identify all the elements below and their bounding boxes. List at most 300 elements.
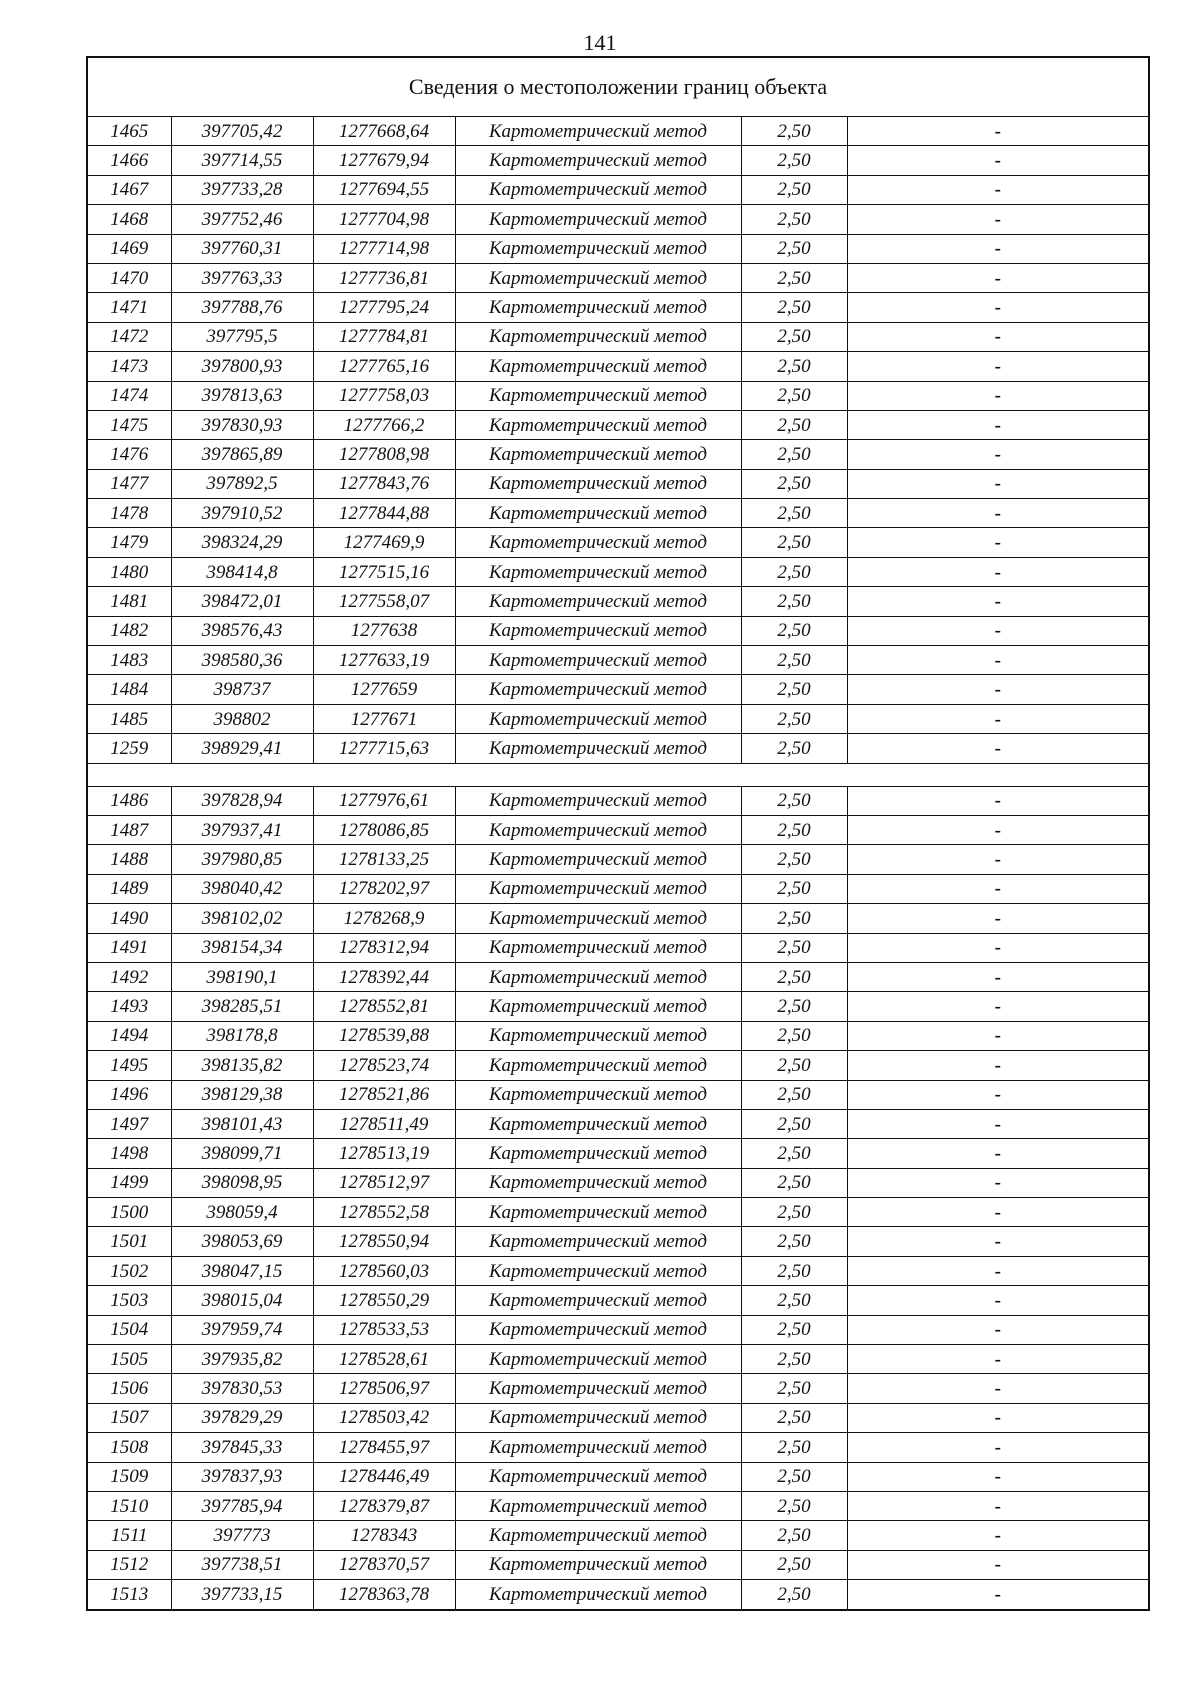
table-row xyxy=(87,1521,1149,1550)
y-coordinate-cell: 1277844,88 xyxy=(313,499,455,528)
y-coordinate-cell: 1277784,81 xyxy=(313,322,455,351)
accuracy-cell: 2,50 xyxy=(741,704,847,733)
description-cell: - xyxy=(847,1462,1149,1491)
x-coordinate-cell: 397705,42 xyxy=(171,117,313,146)
table-row xyxy=(87,704,1149,733)
method-cell: Картометрический метод xyxy=(455,587,741,616)
accuracy-cell: 2,50 xyxy=(741,117,847,146)
x-coordinate-cell: 398472,01 xyxy=(171,587,313,616)
table-row xyxy=(87,734,1149,763)
method-cell: Картометрический метод xyxy=(455,1491,741,1520)
accuracy-cell: 2,50 xyxy=(741,293,847,322)
accuracy-cell: 2,50 xyxy=(741,322,847,351)
description-cell: - xyxy=(847,263,1149,292)
description-cell: - xyxy=(847,1550,1149,1579)
accuracy-cell: 2,50 xyxy=(741,1109,847,1138)
description-cell: - xyxy=(847,1345,1149,1374)
table-row xyxy=(87,1491,1149,1520)
accuracy-cell: 2,50 xyxy=(741,1051,847,1080)
accuracy-cell: 2,50 xyxy=(741,205,847,234)
y-coordinate-cell: 1277736,81 xyxy=(313,263,455,292)
description-cell: - xyxy=(847,440,1149,469)
method-cell: Картометрический метод xyxy=(455,1256,741,1285)
x-coordinate-cell: 397830,93 xyxy=(171,410,313,439)
accuracy-cell: 2,50 xyxy=(741,1433,847,1462)
method-cell: Картометрический метод xyxy=(455,704,741,733)
y-coordinate-cell: 1277704,98 xyxy=(313,205,455,234)
point-number-cell: 1482 xyxy=(87,616,171,645)
accuracy-cell: 2,50 xyxy=(741,1521,847,1550)
accuracy-cell: 2,50 xyxy=(741,528,847,557)
y-coordinate-cell: 1278202,97 xyxy=(313,874,455,903)
point-number-cell: 1477 xyxy=(87,469,171,498)
point-number-cell: 1469 xyxy=(87,234,171,263)
x-coordinate-cell: 398059,4 xyxy=(171,1198,313,1227)
description-cell: - xyxy=(847,410,1149,439)
accuracy-cell: 2,50 xyxy=(741,440,847,469)
accuracy-cell: 2,50 xyxy=(741,1286,847,1315)
method-cell: Картометрический метод xyxy=(455,322,741,351)
point-number-cell: 1486 xyxy=(87,786,171,815)
accuracy-cell: 2,50 xyxy=(741,1550,847,1579)
description-cell: - xyxy=(847,587,1149,616)
accuracy-cell: 2,50 xyxy=(741,962,847,991)
x-coordinate-cell: 398053,69 xyxy=(171,1227,313,1256)
y-coordinate-cell: 1277714,98 xyxy=(313,234,455,263)
table-row xyxy=(87,293,1149,322)
accuracy-cell: 2,50 xyxy=(741,874,847,903)
description-cell: - xyxy=(847,1168,1149,1197)
method-cell: Картометрический метод xyxy=(455,146,741,175)
method-cell: Картометрический метод xyxy=(455,469,741,498)
accuracy-cell: 2,50 xyxy=(741,675,847,704)
point-number-cell: 1474 xyxy=(87,381,171,410)
point-number-cell: 1491 xyxy=(87,933,171,962)
description-cell: - xyxy=(847,469,1149,498)
y-coordinate-cell: 1278521,86 xyxy=(313,1080,455,1109)
x-coordinate-cell: 398099,71 xyxy=(171,1139,313,1168)
method-cell: Картометрический метод xyxy=(455,933,741,962)
method-cell: Картометрический метод xyxy=(455,1139,741,1168)
table-row xyxy=(87,499,1149,528)
point-number-cell: 1468 xyxy=(87,205,171,234)
table-title: Сведения о местоположении границ объекта xyxy=(87,57,1149,117)
accuracy-cell: 2,50 xyxy=(741,1021,847,1050)
description-cell: - xyxy=(847,293,1149,322)
y-coordinate-cell: 1277668,64 xyxy=(313,117,455,146)
description-cell: - xyxy=(847,175,1149,204)
x-coordinate-cell: 398414,8 xyxy=(171,557,313,586)
method-cell: Картометрический метод xyxy=(455,1580,741,1610)
method-cell: Картометрический метод xyxy=(455,528,741,557)
x-coordinate-cell: 398576,43 xyxy=(171,616,313,645)
y-coordinate-cell: 1278455,97 xyxy=(313,1433,455,1462)
x-coordinate-cell: 398285,51 xyxy=(171,992,313,1021)
x-coordinate-cell: 398102,02 xyxy=(171,904,313,933)
description-cell: - xyxy=(847,616,1149,645)
description-cell: - xyxy=(847,815,1149,844)
x-coordinate-cell: 397795,5 xyxy=(171,322,313,351)
x-coordinate-cell: 398135,82 xyxy=(171,1051,313,1080)
table-row xyxy=(87,1227,1149,1256)
page-number: 141 xyxy=(583,30,617,55)
method-cell: Картометрический метод xyxy=(455,175,741,204)
method-cell: Картометрический метод xyxy=(455,1051,741,1080)
method-cell: Картометрический метод xyxy=(455,410,741,439)
accuracy-cell: 2,50 xyxy=(741,616,847,645)
accuracy-cell: 2,50 xyxy=(741,734,847,763)
description-cell: - xyxy=(847,557,1149,586)
y-coordinate-cell: 1278503,42 xyxy=(313,1403,455,1432)
y-coordinate-cell: 1277638 xyxy=(313,616,455,645)
method-cell: Картометрический метод xyxy=(455,1374,741,1403)
accuracy-cell: 2,50 xyxy=(741,815,847,844)
table-row xyxy=(87,1051,1149,1080)
x-coordinate-cell: 398737 xyxy=(171,675,313,704)
method-cell: Картометрический метод xyxy=(455,1521,741,1550)
accuracy-cell: 2,50 xyxy=(741,263,847,292)
y-coordinate-cell: 1278552,81 xyxy=(313,992,455,1021)
table-row xyxy=(87,992,1149,1021)
method-cell: Картометрический метод xyxy=(455,1550,741,1579)
point-number-cell: 1470 xyxy=(87,263,171,292)
description-cell: - xyxy=(847,1198,1149,1227)
method-cell: Картометрический метод xyxy=(455,904,741,933)
table-row xyxy=(87,1462,1149,1491)
method-cell: Картометрический метод xyxy=(455,205,741,234)
point-number-cell: 1481 xyxy=(87,587,171,616)
x-coordinate-cell: 397733,28 xyxy=(171,175,313,204)
point-number-cell: 1472 xyxy=(87,322,171,351)
description-cell: - xyxy=(847,1080,1149,1109)
description-cell: - xyxy=(847,933,1149,962)
y-coordinate-cell: 1278552,58 xyxy=(313,1198,455,1227)
y-coordinate-cell: 1277515,16 xyxy=(313,557,455,586)
y-coordinate-cell: 1278550,94 xyxy=(313,1227,455,1256)
accuracy-cell: 2,50 xyxy=(741,1580,847,1610)
table-row xyxy=(87,1345,1149,1374)
x-coordinate-cell: 397714,55 xyxy=(171,146,313,175)
y-coordinate-cell: 1278086,85 xyxy=(313,815,455,844)
method-cell: Картометрический метод xyxy=(455,874,741,903)
y-coordinate-cell: 1278343 xyxy=(313,1521,455,1550)
method-cell: Картометрический метод xyxy=(455,499,741,528)
accuracy-cell: 2,50 xyxy=(741,1168,847,1197)
description-cell: - xyxy=(847,1227,1149,1256)
point-number-cell: 1466 xyxy=(87,146,171,175)
table-row xyxy=(87,322,1149,351)
method-cell: Картометрический метод xyxy=(455,293,741,322)
point-number-cell: 1467 xyxy=(87,175,171,204)
y-coordinate-cell: 1278539,88 xyxy=(313,1021,455,1050)
y-coordinate-cell: 1277558,07 xyxy=(313,587,455,616)
x-coordinate-cell: 397830,53 xyxy=(171,1374,313,1403)
x-coordinate-cell: 398324,29 xyxy=(171,528,313,557)
description-cell: - xyxy=(847,1315,1149,1344)
method-cell: Картометрический метод xyxy=(455,557,741,586)
table-row xyxy=(87,1433,1149,1462)
method-cell: Картометрический метод xyxy=(455,352,741,381)
table-row xyxy=(87,469,1149,498)
x-coordinate-cell: 397935,82 xyxy=(171,1345,313,1374)
description-cell: - xyxy=(847,675,1149,704)
x-coordinate-cell: 398190,1 xyxy=(171,962,313,991)
table-row xyxy=(87,234,1149,263)
boundary-coordinates-table xyxy=(86,56,1150,1611)
accuracy-cell: 2,50 xyxy=(741,845,847,874)
method-cell: Картометрический метод xyxy=(455,1168,741,1197)
method-cell: Картометрический метод xyxy=(455,117,741,146)
y-coordinate-cell: 1277469,9 xyxy=(313,528,455,557)
x-coordinate-cell: 397733,15 xyxy=(171,1580,313,1610)
table-row xyxy=(87,1256,1149,1285)
description-cell: - xyxy=(847,962,1149,991)
method-cell: Картометрический метод xyxy=(455,734,741,763)
table-row xyxy=(87,1198,1149,1227)
description-cell: - xyxy=(847,786,1149,815)
description-cell: - xyxy=(847,117,1149,146)
x-coordinate-cell: 397829,29 xyxy=(171,1403,313,1432)
accuracy-cell: 2,50 xyxy=(741,557,847,586)
point-number-cell: 1510 xyxy=(87,1491,171,1520)
method-cell: Картометрический метод xyxy=(455,1345,741,1374)
point-number-cell: 1485 xyxy=(87,704,171,733)
accuracy-cell: 2,50 xyxy=(741,1403,847,1432)
table-row xyxy=(87,646,1149,675)
method-cell: Картометрический метод xyxy=(455,1403,741,1432)
method-cell: Картометрический метод xyxy=(455,1433,741,1462)
table-row xyxy=(87,587,1149,616)
x-coordinate-cell: 398178,8 xyxy=(171,1021,313,1050)
description-cell: - xyxy=(847,992,1149,1021)
table-row xyxy=(87,1550,1149,1579)
y-coordinate-cell: 1278528,61 xyxy=(313,1345,455,1374)
point-number-cell: 1489 xyxy=(87,874,171,903)
point-number-cell: 1487 xyxy=(87,815,171,844)
accuracy-cell: 2,50 xyxy=(741,786,847,815)
table-row xyxy=(87,845,1149,874)
y-coordinate-cell: 1277808,98 xyxy=(313,440,455,469)
table-row xyxy=(87,410,1149,439)
description-cell: - xyxy=(847,322,1149,351)
method-cell: Картометрический метод xyxy=(455,675,741,704)
method-cell: Картометрический метод xyxy=(455,786,741,815)
table-row xyxy=(87,557,1149,586)
y-coordinate-cell: 1278312,94 xyxy=(313,933,455,962)
y-coordinate-cell: 1278379,87 xyxy=(313,1491,455,1520)
x-coordinate-cell: 397752,46 xyxy=(171,205,313,234)
table-row xyxy=(87,175,1149,204)
x-coordinate-cell: 398802 xyxy=(171,704,313,733)
x-coordinate-cell: 397910,52 xyxy=(171,499,313,528)
table-row xyxy=(87,117,1149,146)
table-row xyxy=(87,675,1149,704)
x-coordinate-cell: 398101,43 xyxy=(171,1109,313,1138)
x-coordinate-cell: 398580,36 xyxy=(171,646,313,675)
method-cell: Картометрический метод xyxy=(455,1080,741,1109)
description-cell: - xyxy=(847,1051,1149,1080)
x-coordinate-cell: 397738,51 xyxy=(171,1550,313,1579)
x-coordinate-cell: 398015,04 xyxy=(171,1286,313,1315)
table-row xyxy=(87,1403,1149,1432)
x-coordinate-cell: 397837,93 xyxy=(171,1462,313,1491)
group-separator-row xyxy=(87,763,1149,786)
point-number-cell: 1503 xyxy=(87,1286,171,1315)
point-number-cell: 1505 xyxy=(87,1345,171,1374)
description-cell: - xyxy=(847,904,1149,933)
description-cell: - xyxy=(847,352,1149,381)
y-coordinate-cell: 1277694,55 xyxy=(313,175,455,204)
accuracy-cell: 2,50 xyxy=(741,1198,847,1227)
point-number-cell: 1508 xyxy=(87,1433,171,1462)
accuracy-cell: 2,50 xyxy=(741,587,847,616)
point-number-cell: 1476 xyxy=(87,440,171,469)
y-coordinate-cell: 1278133,25 xyxy=(313,845,455,874)
x-coordinate-cell: 398929,41 xyxy=(171,734,313,763)
point-number-cell: 1504 xyxy=(87,1315,171,1344)
method-cell: Картометрический метод xyxy=(455,646,741,675)
point-number-cell: 1473 xyxy=(87,352,171,381)
x-coordinate-cell: 398129,38 xyxy=(171,1080,313,1109)
x-coordinate-cell: 397980,85 xyxy=(171,845,313,874)
x-coordinate-cell: 397845,33 xyxy=(171,1433,313,1462)
x-coordinate-cell: 398098,95 xyxy=(171,1168,313,1197)
accuracy-cell: 2,50 xyxy=(741,933,847,962)
x-coordinate-cell: 397865,89 xyxy=(171,440,313,469)
description-cell: - xyxy=(847,1286,1149,1315)
point-number-cell: 1497 xyxy=(87,1109,171,1138)
method-cell: Картометрический метод xyxy=(455,234,741,263)
accuracy-cell: 2,50 xyxy=(741,1080,847,1109)
description-cell: - xyxy=(847,1491,1149,1520)
description-cell: - xyxy=(847,499,1149,528)
y-coordinate-cell: 1278550,29 xyxy=(313,1286,455,1315)
point-number-cell: 1498 xyxy=(87,1139,171,1168)
y-coordinate-cell: 1277671 xyxy=(313,704,455,733)
accuracy-cell: 2,50 xyxy=(741,469,847,498)
method-cell: Картометрический метод xyxy=(455,1286,741,1315)
point-number-cell: 1509 xyxy=(87,1462,171,1491)
table-row xyxy=(87,528,1149,557)
table-row xyxy=(87,1139,1149,1168)
point-number-cell: 1500 xyxy=(87,1198,171,1227)
point-number-cell: 1494 xyxy=(87,1021,171,1050)
point-number-cell: 1465 xyxy=(87,117,171,146)
accuracy-cell: 2,50 xyxy=(741,175,847,204)
y-coordinate-cell: 1277679,94 xyxy=(313,146,455,175)
table-row xyxy=(87,1021,1149,1050)
point-number-cell: 1507 xyxy=(87,1403,171,1432)
description-cell: - xyxy=(847,1521,1149,1550)
accuracy-cell: 2,50 xyxy=(741,1374,847,1403)
x-coordinate-cell: 397892,5 xyxy=(171,469,313,498)
point-number-cell: 1506 xyxy=(87,1374,171,1403)
y-coordinate-cell: 1278513,19 xyxy=(313,1139,455,1168)
point-number-cell: 1511 xyxy=(87,1521,171,1550)
point-number-cell: 1479 xyxy=(87,528,171,557)
description-cell: - xyxy=(847,146,1149,175)
x-coordinate-cell: 397763,33 xyxy=(171,263,313,292)
point-number-cell: 1513 xyxy=(87,1580,171,1610)
x-coordinate-cell: 398154,34 xyxy=(171,933,313,962)
y-coordinate-cell: 1277976,61 xyxy=(313,786,455,815)
point-number-cell: 1496 xyxy=(87,1080,171,1109)
description-cell: - xyxy=(847,1256,1149,1285)
point-number-cell: 1484 xyxy=(87,675,171,704)
method-cell: Картометрический метод xyxy=(455,1315,741,1344)
accuracy-cell: 2,50 xyxy=(741,499,847,528)
x-coordinate-cell: 398047,15 xyxy=(171,1256,313,1285)
y-coordinate-cell: 1277765,16 xyxy=(313,352,455,381)
description-cell: - xyxy=(847,646,1149,675)
y-coordinate-cell: 1278511,49 xyxy=(313,1109,455,1138)
description-cell: - xyxy=(847,528,1149,557)
table-row xyxy=(87,1168,1149,1197)
description-cell: - xyxy=(847,1139,1149,1168)
point-number-cell: 1501 xyxy=(87,1227,171,1256)
y-coordinate-cell: 1278268,9 xyxy=(313,904,455,933)
y-coordinate-cell: 1277766,2 xyxy=(313,410,455,439)
table-row xyxy=(87,1080,1149,1109)
x-coordinate-cell: 397785,94 xyxy=(171,1491,313,1520)
method-cell: Картометрический метод xyxy=(455,845,741,874)
point-number-cell: 1502 xyxy=(87,1256,171,1285)
y-coordinate-cell: 1277715,63 xyxy=(313,734,455,763)
table-row xyxy=(87,874,1149,903)
table-row xyxy=(87,352,1149,381)
point-number-cell: 1490 xyxy=(87,904,171,933)
accuracy-cell: 2,50 xyxy=(741,1256,847,1285)
description-cell: - xyxy=(847,1403,1149,1432)
description-cell: - xyxy=(847,205,1149,234)
description-cell: - xyxy=(847,734,1149,763)
accuracy-cell: 2,50 xyxy=(741,410,847,439)
table-row xyxy=(87,1374,1149,1403)
y-coordinate-cell: 1278506,97 xyxy=(313,1374,455,1403)
y-coordinate-cell: 1278363,78 xyxy=(313,1580,455,1610)
table-title-row xyxy=(87,57,1149,117)
table-row xyxy=(87,1109,1149,1138)
accuracy-cell: 2,50 xyxy=(741,1491,847,1520)
y-coordinate-cell: 1278560,03 xyxy=(313,1256,455,1285)
method-cell: Картометрический метод xyxy=(455,1462,741,1491)
point-number-cell: 1483 xyxy=(87,646,171,675)
point-number-cell: 1259 xyxy=(87,734,171,763)
description-cell: - xyxy=(847,874,1149,903)
x-coordinate-cell: 397828,94 xyxy=(171,786,313,815)
method-cell: Картометрический метод xyxy=(455,1021,741,1050)
description-cell: - xyxy=(847,845,1149,874)
description-cell: - xyxy=(847,234,1149,263)
point-number-cell: 1478 xyxy=(87,499,171,528)
x-coordinate-cell: 397788,76 xyxy=(171,293,313,322)
description-cell: - xyxy=(847,1374,1149,1403)
y-coordinate-cell: 1277795,24 xyxy=(313,293,455,322)
y-coordinate-cell: 1278533,53 xyxy=(313,1315,455,1344)
description-cell: - xyxy=(847,1580,1149,1610)
method-cell: Картометрический метод xyxy=(455,263,741,292)
table-row xyxy=(87,933,1149,962)
accuracy-cell: 2,50 xyxy=(741,352,847,381)
method-cell: Картометрический метод xyxy=(455,992,741,1021)
x-coordinate-cell: 397773 xyxy=(171,1521,313,1550)
point-number-cell: 1499 xyxy=(87,1168,171,1197)
description-cell: - xyxy=(847,1109,1149,1138)
group-separator xyxy=(87,763,1149,786)
point-number-cell: 1488 xyxy=(87,845,171,874)
x-coordinate-cell: 398040,42 xyxy=(171,874,313,903)
point-number-cell: 1471 xyxy=(87,293,171,322)
